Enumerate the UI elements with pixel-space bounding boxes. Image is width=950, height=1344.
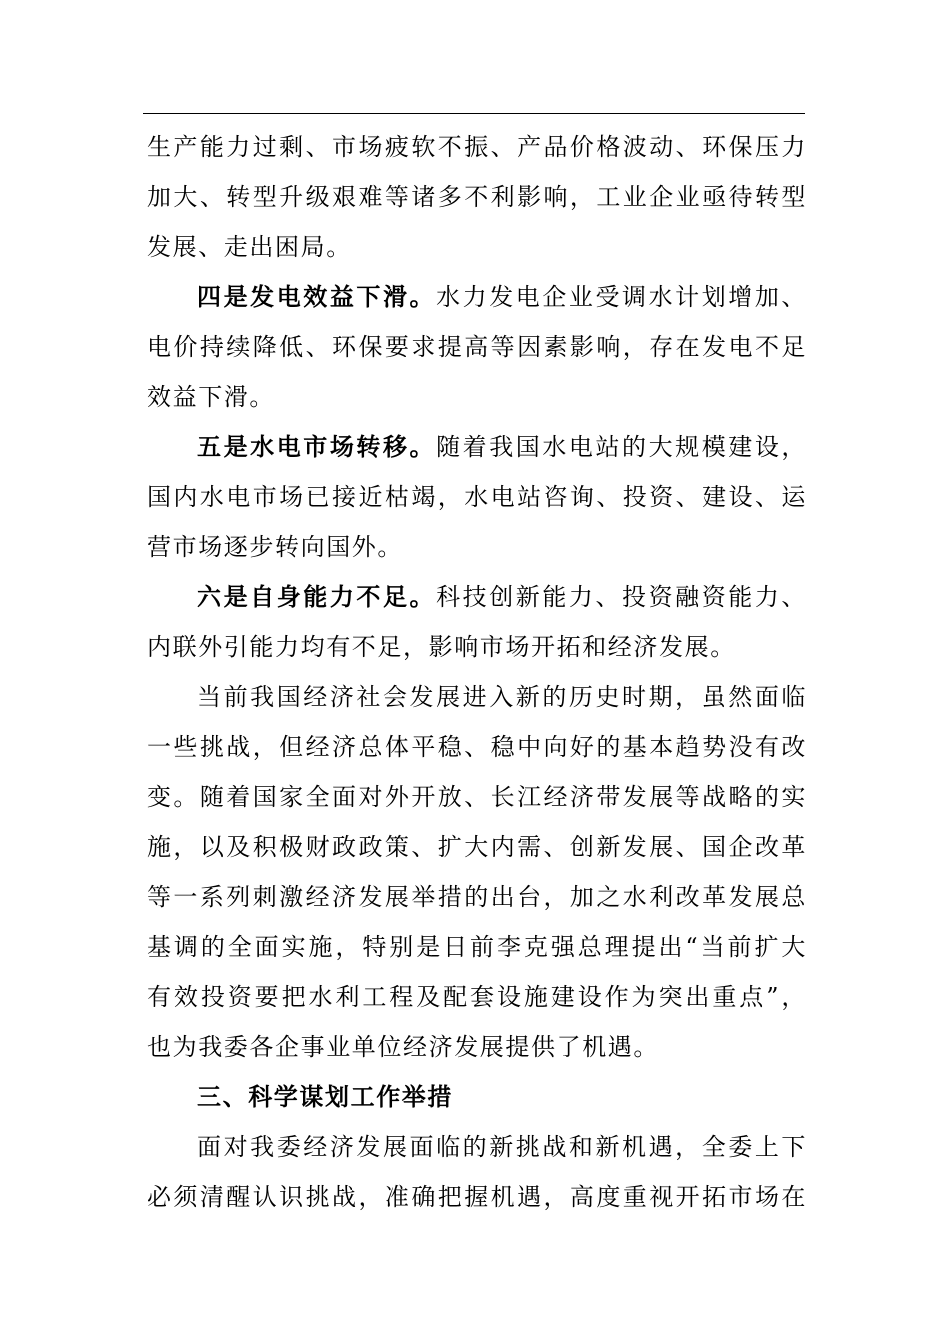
lead-phrase: 六是自身能力不足。 xyxy=(197,582,437,611)
paragraph-hydro-market xyxy=(147,422,807,572)
text-line: 效益下滑。 xyxy=(147,383,275,411)
text-line: 有效投资要把水利工程及配套设施建设作为突出重点”， xyxy=(147,983,807,1011)
text-line: 当前我国经济社会发展进入新的历史时期，虽然面临 xyxy=(197,683,807,711)
paragraph-continuation xyxy=(147,122,807,272)
text-line: 必须清醒认识挑战，准确把握机遇，高度重视开拓市场在 xyxy=(147,1183,807,1211)
text-line: 营市场逐步转向国外。 xyxy=(147,533,403,561)
paragraph-measures xyxy=(147,1122,807,1222)
paragraph-opportunity xyxy=(147,672,807,1072)
text-line: 电价持续降低、环保要求提高等因素影响，存在发电不足 xyxy=(147,333,807,361)
document-body xyxy=(147,122,807,1222)
text-line: 发展、走出困局。 xyxy=(147,233,352,261)
text-line xyxy=(147,422,807,472)
text-line xyxy=(147,572,807,622)
text-line: 内联外引能力均有不足，影响市场开拓和经济发展。 xyxy=(147,633,736,661)
lead-phrase: 五是水电市场转移。 xyxy=(197,432,437,461)
text-line: 施，以及积极财政政策、扩大内需、创新发展、国企改革 xyxy=(147,833,807,861)
text-line: 面对我委经济发展面临的新挑战和新机遇，全委上下 xyxy=(197,1133,807,1161)
text-line: 变。随着国家全面对外开放、长江经济带发展等战略的实 xyxy=(147,783,807,811)
text-fragment: 水力发电企业受调水计划增加、 xyxy=(436,283,807,311)
text-line: 一些挑战，但经济总体平稳、稳中向好的基本趋势没有改 xyxy=(147,733,807,761)
header-rule xyxy=(143,113,805,114)
paragraph-capability xyxy=(147,572,807,672)
text-line xyxy=(147,272,807,322)
text-line: 也为我委各企事业单位经济发展提供了机遇。 xyxy=(147,1033,659,1061)
text-line: 生产能力过剩、市场疲软不振、产品价格波动、环保压力 xyxy=(147,133,807,161)
text-line: 基调的全面实施，特别是日前李克强总理提出“当前扩大 xyxy=(147,933,807,961)
text-line: 国内水电市场已接近枯竭，水电站咨询、投资、建设、运 xyxy=(147,483,807,511)
section-heading: 三、科学谋划工作举措 xyxy=(197,1083,453,1111)
text-fragment: 科技创新能力、投资融资能力、 xyxy=(436,583,807,611)
text-line: 等一系列刺激经济发展举措的出台，加之水利改革发展总 xyxy=(147,883,807,911)
text-line: 加大、转型升级艰难等诸多不利影响，工业企业亟待转型 xyxy=(147,183,807,211)
paragraph-power-benefit xyxy=(147,272,807,422)
lead-phrase: 四是发电效益下滑。 xyxy=(197,282,437,311)
text-fragment: 随着我国水电站的大规模建设， xyxy=(436,433,807,461)
